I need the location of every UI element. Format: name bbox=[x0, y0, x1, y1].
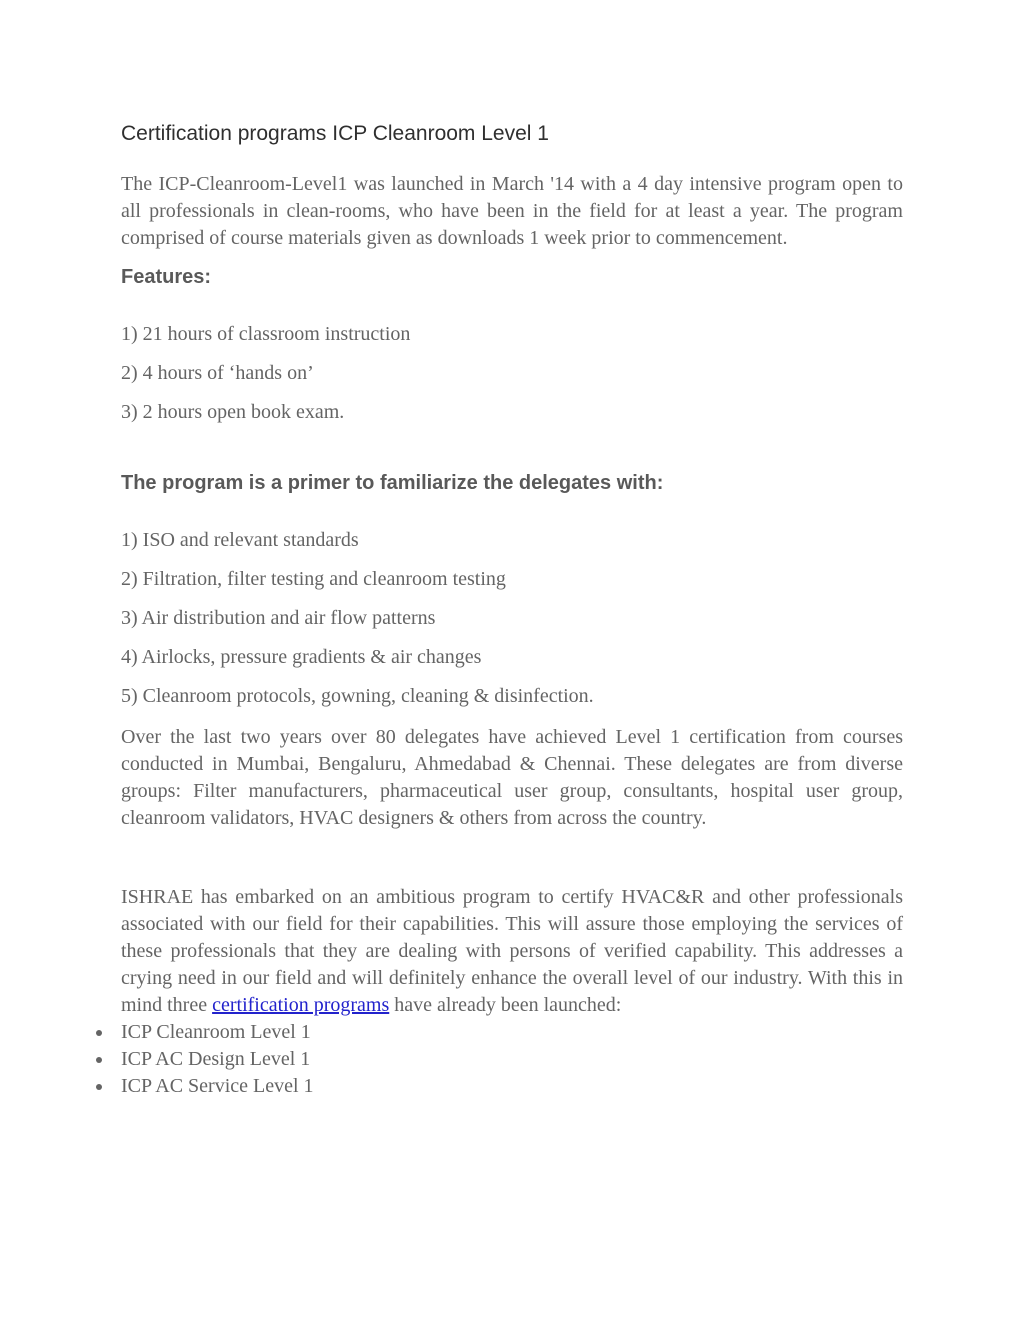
bullet-icon bbox=[96, 1057, 102, 1063]
launch-paragraph bbox=[121, 884, 903, 1019]
list-item: 5) Cleanroom protocols, gowning, cleaning & disinfection. bbox=[121, 685, 594, 707]
list-item-label: ICP AC Design Level 1 bbox=[121, 1048, 311, 1070]
launch-paragraph-text: have already been launched: bbox=[389, 994, 622, 1016]
list-item bbox=[121, 1046, 903, 1073]
features-list bbox=[121, 321, 903, 426]
list-item-label: ICP Cleanroom Level 1 bbox=[121, 1021, 311, 1043]
launch-paragraph-text: ISHRAE has embarked on an ambitious program to certify HVAC&R and other professionals associated with our field for their capabilities. This will assure those employing the services of these professionals that they are dealing with persons of verified capability. This addresses a crying need in our field and will definitely enhance the overall level of our industry. With this in mind three bbox=[121, 886, 903, 1016]
list-item: 3) Air distribution and air flow patterns bbox=[121, 607, 436, 629]
list-item: 3) 2 hours open book exam. bbox=[121, 401, 345, 423]
page-title: Certification programs ICP Cleanroom Level 1 bbox=[121, 122, 549, 145]
intro-paragraph: The ICP-Cleanroom-Level1 was launched in March '14 with a 4 day intensive program open to all professionals in clean-rooms, who have been in the field for at least a year. The program comprised of course materials given as downloads 1 week prior to commencement. bbox=[121, 173, 903, 249]
programs-list bbox=[121, 1019, 903, 1100]
list-item: 2) Filtration, filter testing and cleanroom testing bbox=[121, 568, 506, 590]
primer-heading: The program is a primer to familiarize the delegates with: bbox=[121, 472, 664, 494]
bullet-icon bbox=[96, 1084, 102, 1090]
list-item: 1) 21 hours of classroom instruction bbox=[121, 323, 411, 345]
delegates-paragraph: Over the last two years over 80 delegates have achieved Level 1 certification from courses conducted in Mumbai, Bengaluru, Ahmedabad & Chennai. These delegates are from diverse groups: Filter manufacturers, pharmaceutical user group, consultants, hospital user group, cleanroom validators, HVAC designers & others from across the country. bbox=[121, 726, 903, 829]
list-item: 4) Airlocks, pressure gradients & air changes bbox=[121, 646, 482, 668]
primer-list bbox=[121, 527, 903, 710]
bullet-icon bbox=[96, 1030, 102, 1036]
list-item: 1) ISO and relevant standards bbox=[121, 529, 359, 551]
certification-programs-link[interactable]: certification programs bbox=[212, 994, 390, 1016]
list-item-label: ICP AC Service Level 1 bbox=[121, 1075, 314, 1097]
list-item bbox=[121, 1073, 903, 1100]
features-heading: Features: bbox=[121, 266, 212, 288]
list-item bbox=[121, 1019, 903, 1046]
list-item: 2) 4 hours of ‘hands on’ bbox=[121, 362, 314, 384]
